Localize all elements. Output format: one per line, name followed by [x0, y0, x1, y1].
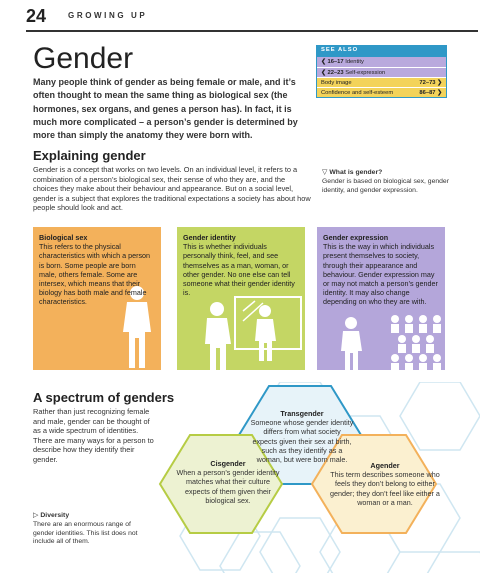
see-also-label: Identity	[345, 59, 364, 65]
see-also-page: ❮ 22–23	[321, 69, 344, 76]
gender-identity-card	[177, 227, 305, 370]
spectrum-heading: A spectrum of genders	[33, 390, 175, 405]
header-rule	[26, 30, 478, 32]
agender-hex	[330, 461, 440, 507]
triangle-right-icon: ▷	[33, 512, 39, 519]
see-also-box	[316, 45, 447, 98]
see-also-label: Body image	[321, 79, 352, 86]
see-also-item[interactable]	[317, 67, 446, 77]
see-also-item[interactable]	[317, 57, 446, 67]
cisgender-text: When a person’s gender identity matches what their culture expects of them given their biological sex.	[176, 468, 280, 505]
see-also-page: 72–73 ❯	[419, 79, 442, 86]
explaining-heading: Explaining gender	[33, 148, 146, 163]
see-also-label: Self-expression	[345, 69, 386, 76]
biological-sex-card	[33, 227, 161, 370]
diversity-note	[33, 512, 151, 547]
transgender-text: Someone whose gender identity differs from what society expects given their sex at birth, such as they identify as a woman, but were born male.	[250, 418, 354, 465]
page-title: Gender	[33, 42, 134, 75]
what-is-gender-note	[322, 169, 472, 195]
transgender-title: Transgender	[280, 409, 324, 418]
see-also-item[interactable]	[317, 77, 446, 87]
page-header	[0, 0, 480, 30]
agender-title: Agender	[370, 461, 400, 470]
see-also-heading: SEE ALSO	[317, 46, 446, 57]
explaining-text: Gender is a concept that works on two levels. On an individual level, it refers to a combination of a person’s biological sex, their sense of who they are, and the choices they make about their behaviour and appearance. But on a social level, gender is a subject that explores the traditional expectations a society has about how people should look and act.	[33, 165, 311, 212]
what-is-gender-label: What is gender?	[329, 169, 383, 176]
biological-sex-title: Biological sex	[39, 233, 88, 242]
gender-expression-card	[317, 227, 445, 370]
spectrum-text: Rather than just recognizing female and male, gender can be thought of as a wide spectrum of identities. There are many ways for a person to describe how they identify their gender.	[33, 407, 154, 464]
cisgender-title: Cisgender	[210, 459, 246, 468]
see-also-page: 86–87 ❯	[419, 89, 442, 96]
triangle-down-icon: ▽	[322, 169, 328, 176]
see-also-page: ❮ 16–17	[321, 59, 344, 65]
see-also-label: Confidence and self-esteem	[321, 89, 394, 96]
cisgender-hex	[174, 459, 282, 505]
page-number: 24	[26, 6, 47, 26]
intro-paragraph: Many people think of gender as being female or male, and it’s often thought to mean the same thing as biological sex (the hormones, sex organs, and genes a person has). In fact, it is much more complicated – a person’s gender is determined by more than simply the anatomy they were born with.	[33, 77, 298, 141]
diversity-text: There are an enormous range of gender identities. This list does not include all of them.	[33, 520, 138, 546]
diversity-label: Diversity	[40, 512, 70, 519]
see-also-item[interactable]	[317, 87, 446, 97]
gender-expression-text: This is the way in which individuals present themselves to society, through their appearance and behaviour. Gender expression may or may not match a person’s gender identity. It may also change depending on who they are with.	[323, 242, 438, 307]
gender-identity-title: Gender identity	[183, 233, 236, 242]
gender-expression-title: Gender expression	[323, 233, 389, 242]
section-name: GROWING UP	[68, 11, 148, 20]
what-is-gender-text: Gender is based on biological sex, gender identity, and gender expression.	[322, 177, 449, 194]
gender-identity-text: This is whether individuals personally think, feel, and see themselves as a man, woman, or other gender. No one else can tell someone what their gender identity is.	[183, 242, 295, 298]
agender-text: This term describes someone who feels they don’t belong to either gender; they don’t feel like either a woman or a man.	[330, 470, 440, 507]
biological-sex-text: This refers to the physical characteristics with which a person is born. Some people are born male, others female. Some are intersex, which means that their biology has both male and female characteristics.	[39, 242, 151, 307]
transgender-hex	[250, 409, 354, 464]
